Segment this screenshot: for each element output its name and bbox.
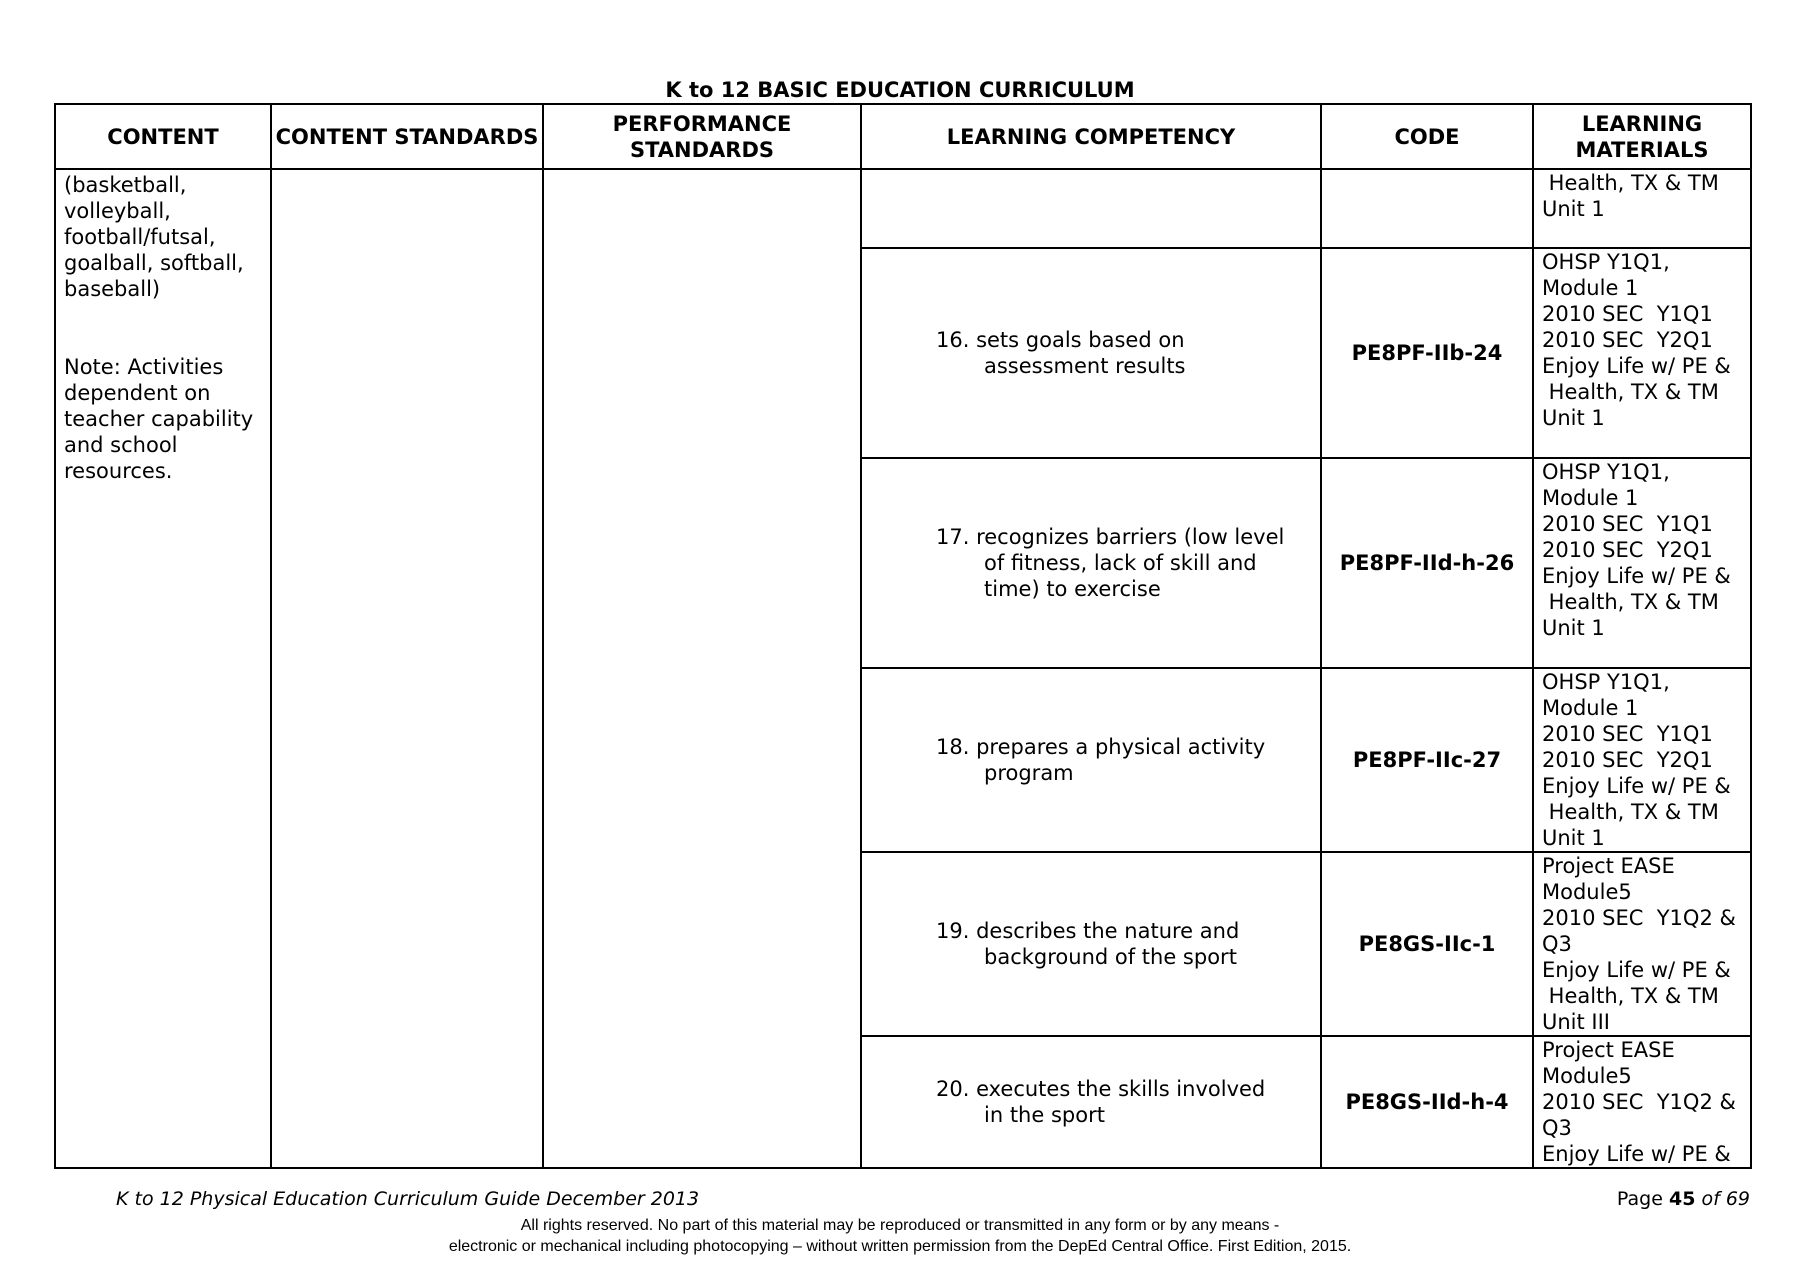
copyright-notice-line-1: All rights reserved. No part of this material may be reproduced or transmitted in any form or by any means - [520,1217,1280,1234]
page-number: Page 45 of 69 [1616,1188,1750,1210]
code-cell: PE8GS-IId-h-4 [1321,1036,1533,1168]
materials-cell: Project EASE Module5 2010 SEC Y1Q2 & Q3 Enjoy Life w/ PE & [1533,1036,1751,1168]
header-performance-standards: PERFORMANCE STANDARDS [543,104,861,169]
copyright-notice-line-2: electronic or mechanical including photocopying – without written permission from the DepEd Central Office. First Edition, 2015. [448,1238,1352,1255]
header-code: CODE [1321,104,1533,169]
header-content-standards: CONTENT STANDARDS [271,104,543,169]
materials-cell: OHSP Y1Q1, Module 1 2010 SEC Y1Q1 2010 SEC Y2Q1 Enjoy Life w/ PE & Health, TX & TM Unit 1 [1533,458,1751,668]
materials-cell: OHSP Y1Q1, Module 1 2010 SEC Y1Q1 2010 SEC Y2Q1 Enjoy Life w/ PE & Health, TX & TM Unit 1 [1533,668,1751,852]
code-cell [1321,169,1533,248]
code-cell: PE8PF-IId-h-26 [1321,458,1533,668]
header-learning-materials: LEARNING MATERIALS [1533,104,1751,169]
content-standards-cell [271,169,543,1168]
competency-cell: 19. describes the nature and background of the sport [861,852,1321,1036]
sports-list: (basketball, volleyball, football/futsal, goalball, softball, baseball) [64,173,244,301]
code-cell: PE8PF-IIb-24 [1321,248,1533,458]
materials-cell: Health, TX & TM Unit 1 [1533,169,1751,248]
footer-guide-title: K to 12 Physical Education Curriculum Guide December 2013 [116,1188,700,1210]
activities-note: Note: Activities dependent on teacher capability and school resources. [64,355,254,483]
competency-cell: 16. sets goals based on assessment results [861,248,1321,458]
materials-cell: OHSP Y1Q1, Module 1 2010 SEC Y1Q1 2010 SEC Y2Q1 Enjoy Life w/ PE & Health, TX & TM Unit 1 [1533,248,1751,458]
materials-cell: Project EASE Module5 2010 SEC Y1Q2 & Q3 Enjoy Life w/ PE & Health, TX & TM Unit III [1533,852,1751,1036]
table-row [55,169,1751,248]
competency-cell: 18. prepares a physical activity program [861,668,1321,852]
competency-cell [861,169,1321,248]
competency-cell: 17. recognizes barriers (low level of fitness, lack of skill and time) to exercise [861,458,1321,668]
competency-cell: 20. executes the skills involved in the sport [861,1036,1321,1168]
content-cell [55,169,271,1168]
performance-standards-cell [543,169,861,1168]
header-row [55,104,1751,169]
document-title: K to 12 BASIC EDUCATION CURRICULUM [665,78,1135,102]
header-learning-competency: LEARNING COMPETENCY [861,104,1321,169]
code-cell: PE8PF-IIc-27 [1321,668,1533,852]
code-cell: PE8GS-IIc-1 [1321,852,1533,1036]
header-content: CONTENT [55,104,271,169]
curriculum-table [54,103,1752,1169]
